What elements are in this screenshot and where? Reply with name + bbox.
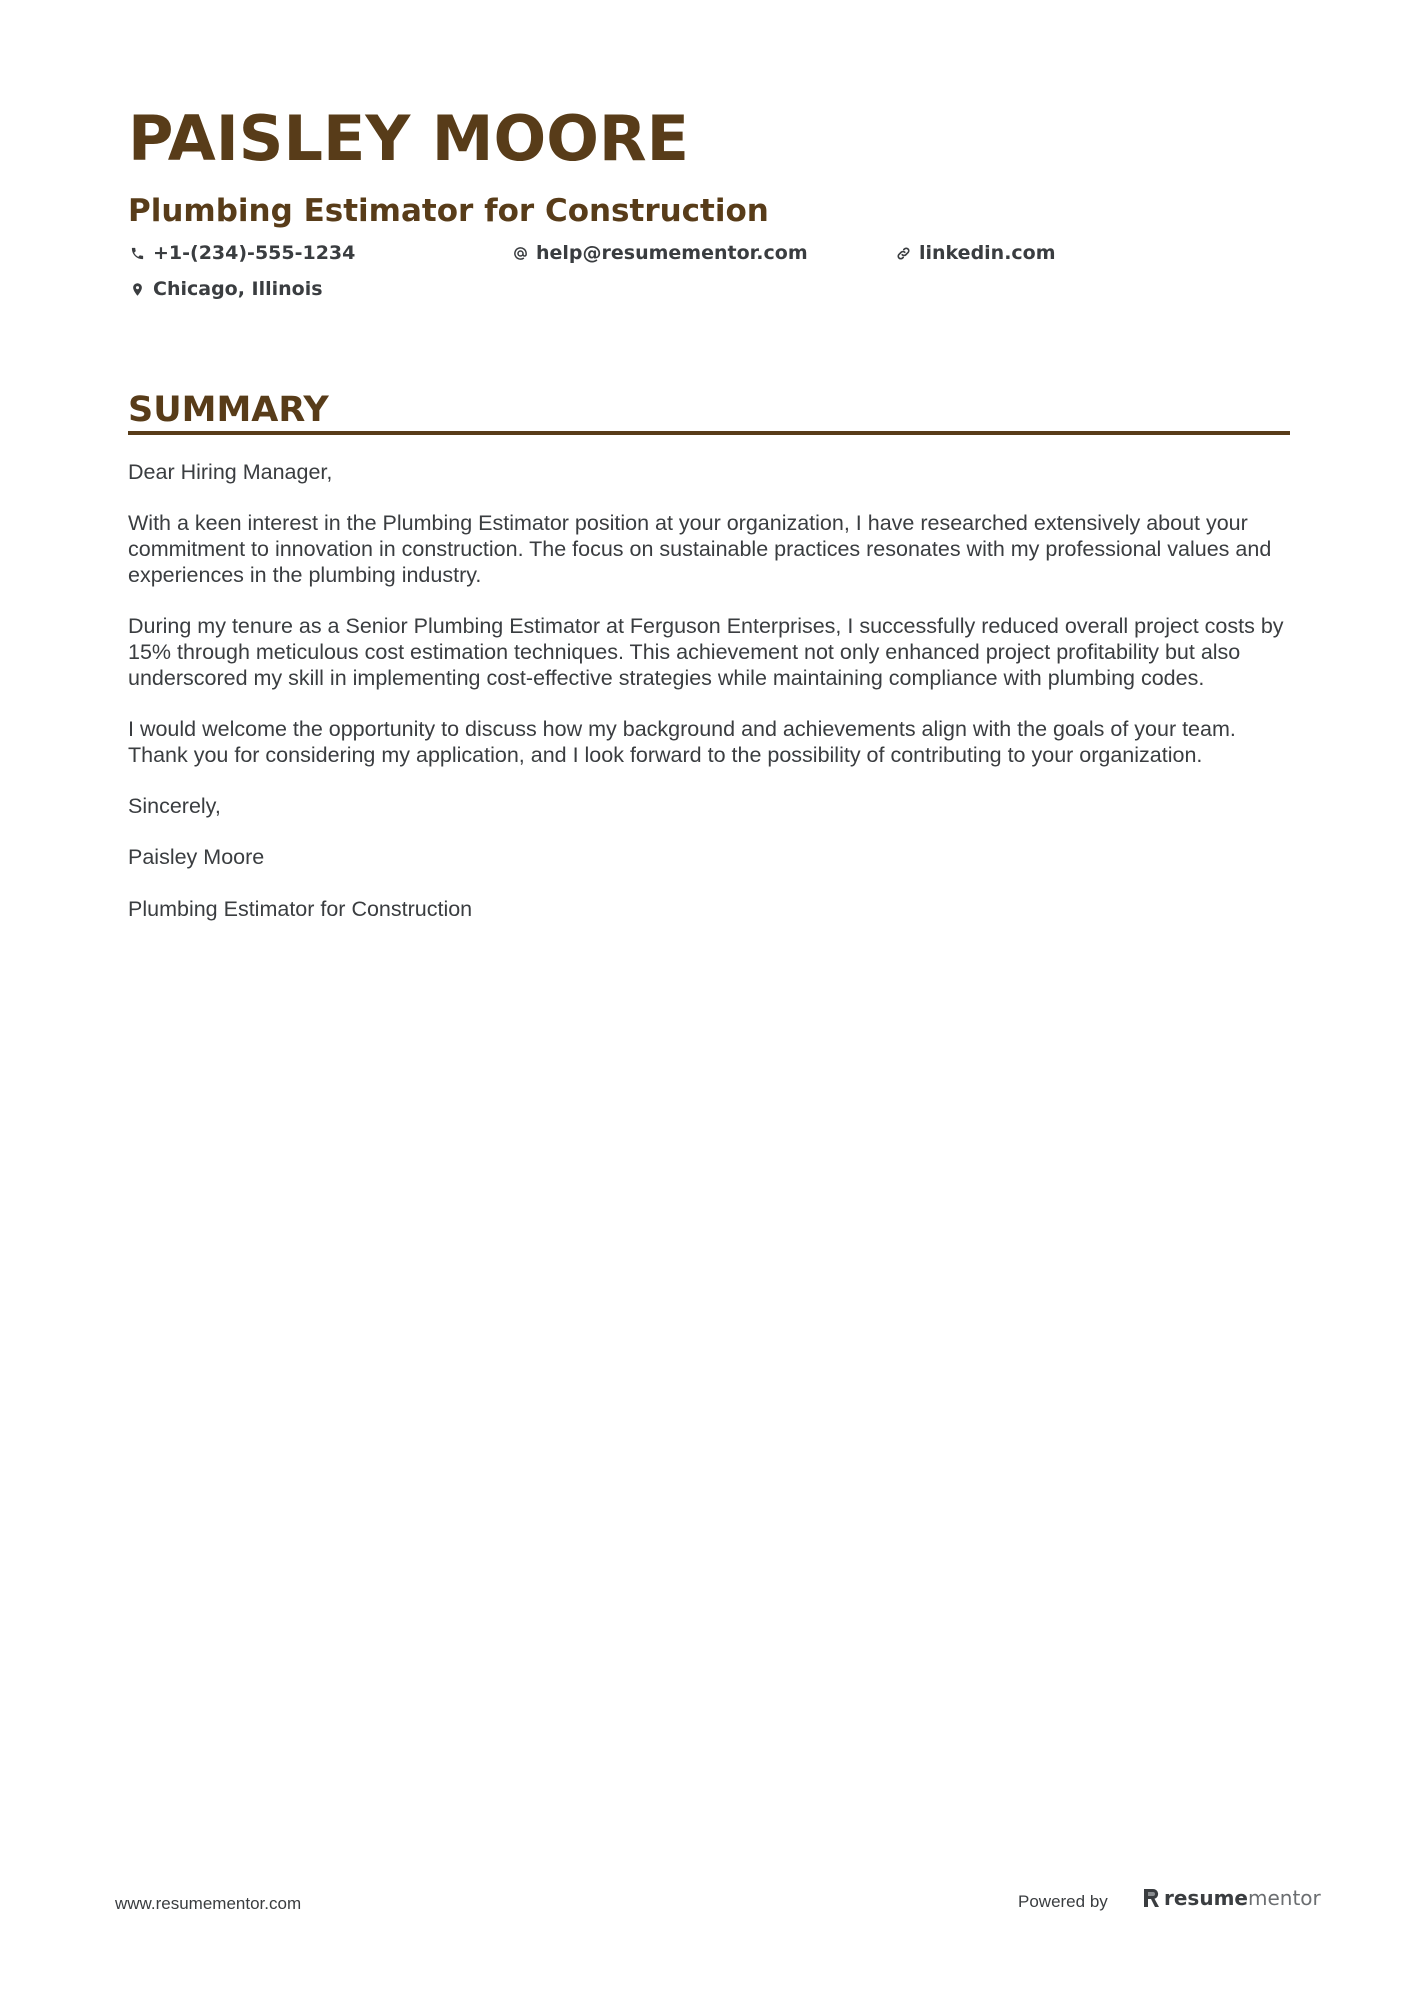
website-text[interactable]: linkedin.com bbox=[919, 242, 1056, 264]
link-icon bbox=[894, 244, 912, 262]
section-divider bbox=[128, 431, 1290, 435]
candidate-name: PAISLEY MOORE bbox=[128, 102, 689, 175]
powered-by-label: Powered by bbox=[1018, 1892, 1108, 1911]
salutation: Dear Hiring Manager, bbox=[128, 460, 333, 484]
brand-logo[interactable] bbox=[1142, 1886, 1321, 1910]
footer-url[interactable]: www.resumementor.com bbox=[115, 1894, 302, 1913]
signature-name: Paisley Moore bbox=[128, 845, 265, 870]
letter-body bbox=[128, 460, 1290, 948]
brand-name-part1: resume bbox=[1164, 1886, 1248, 1910]
brand-logo-icon bbox=[1142, 1887, 1160, 1909]
letter-paragraph: With a keen interest in the Plumbing Estimator position at your organization, I have researched extensively about your commitment to innovation in construction. The focus on sustainable practices resonates with my professional values and experiences in the plumbing industry. bbox=[128, 511, 1272, 587]
contact-website[interactable] bbox=[894, 242, 1056, 264]
brand-name-part2: mentor bbox=[1247, 1886, 1321, 1910]
contact-phone bbox=[128, 242, 355, 264]
map-pin-icon bbox=[128, 280, 146, 298]
contact-location bbox=[128, 278, 323, 300]
closing: Sincerely, bbox=[128, 794, 221, 819]
at-icon bbox=[511, 244, 529, 262]
location-text: Chicago, Illinois bbox=[153, 278, 323, 300]
letter-paragraph: I would welcome the opportunity to discuss how my background and achievements align with the goals of your team. Thank you for considering my application, and I look forward to the possibility of contributing to your organization. bbox=[128, 716, 1236, 767]
letter-paragraph: During my tenure as a Senior Plumbing Estimator at Ferguson Enterprises, I successfully reduced overall project costs by 15% through meticulous cost estimation techniques. This achievement not only enhanced project profitability but also underscored my skill in implementing cost-effective strategies while maintaining compliance with plumbing codes. bbox=[128, 614, 1284, 690]
phone-icon bbox=[128, 244, 146, 262]
phone-text: +1-(234)-555-1234 bbox=[153, 242, 356, 264]
contact-email[interactable] bbox=[511, 242, 808, 264]
candidate-job-title: Plumbing Estimator for Construction bbox=[128, 193, 769, 229]
summary-heading: SUMMARY bbox=[128, 390, 329, 430]
email-text[interactable]: help@resumementor.com bbox=[536, 242, 808, 264]
signature-title: Plumbing Estimator for Construction bbox=[128, 896, 473, 921]
